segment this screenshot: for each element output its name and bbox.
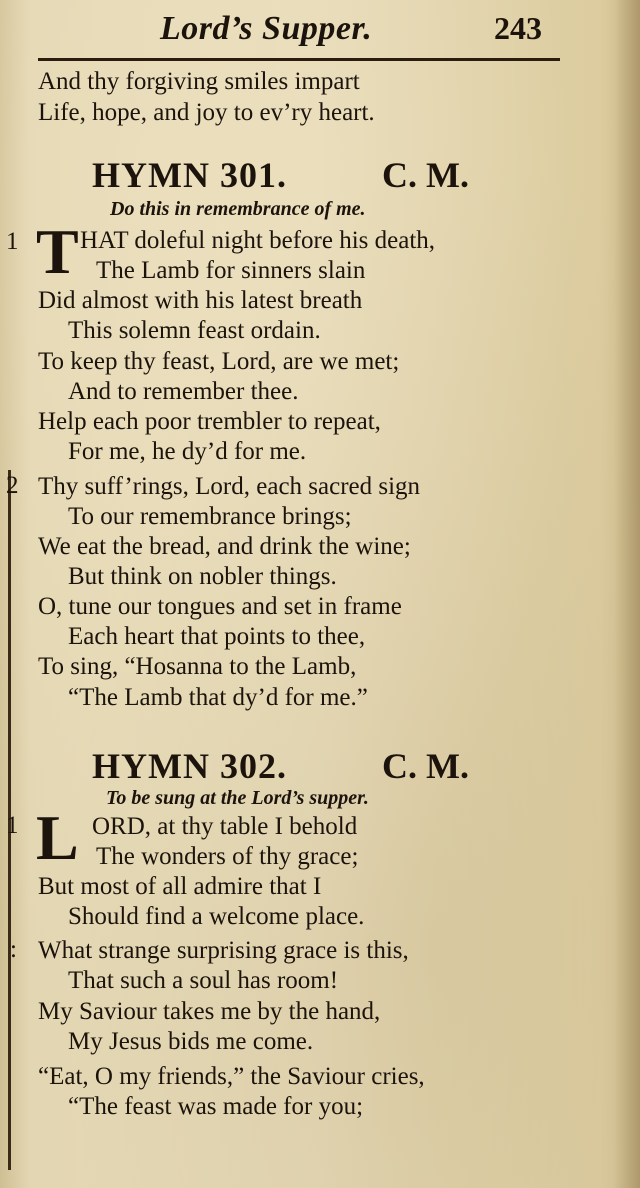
verse-line: HAT doleful night before his death,: [80, 227, 436, 254]
verse-line: My Saviour takes me by the hand,: [38, 998, 381, 1025]
verse-line: ORD, at thy table I behold: [92, 813, 358, 840]
drop-cap: T: [36, 216, 79, 287]
verse-line: “The Lamb that dy’d for me.”: [68, 684, 368, 711]
verse-line: Thy suff’rings, Lord, each sacred sign: [38, 473, 421, 500]
verse-line: What strange surprising grace is this,: [38, 937, 409, 964]
hymn-301-meter: C. M.: [382, 155, 469, 195]
hymn-302-subtitle: To be sung at the Lord’s supper.: [106, 787, 369, 809]
carryover-line: Life, hope, and joy to ev’ry heart.: [38, 99, 375, 126]
drop-cap: L: [36, 802, 79, 873]
hymn-302-title: HYMN 302.: [92, 746, 287, 786]
stanza-number: :: [10, 936, 17, 963]
verse-line: My Jesus bids me come.: [68, 1028, 314, 1055]
stanza-number: 2: [6, 472, 19, 499]
verse-line: Each heart that points to thee,: [68, 623, 366, 650]
verse-line: We eat the bread, and drink the wine;: [38, 533, 411, 560]
verse-line: To sing, “Hosanna to the Lamb,: [38, 653, 357, 680]
verse-line: The wonders of thy grace;: [96, 843, 359, 870]
verse-line: To our remembrance brings;: [68, 503, 352, 530]
verse-line: “Eat, O my friends,” the Saviour cries,: [38, 1063, 425, 1090]
verse-line: That such a soul has room!: [68, 967, 339, 994]
hymn-301-subtitle: Do this in remembrance of me.: [110, 198, 366, 220]
verse-line: Should find a welcome place.: [68, 903, 365, 930]
verse-line: Did almost with his latest breath: [38, 287, 363, 314]
carryover-line: And thy forgiving smiles impart: [38, 68, 360, 95]
hymn-302-meter: C. M.: [382, 746, 469, 786]
verse-line: For me, he dy’d for me.: [68, 438, 307, 465]
verse-line: “The feast was made for you;: [68, 1093, 364, 1120]
page-edge-shadow: [614, 0, 640, 1188]
verse-line: But think on nobler things.: [68, 563, 337, 590]
verse-line: This solemn feast ordain.: [68, 317, 321, 344]
verse-line: Help each poor trembler to repeat,: [38, 408, 381, 435]
page-number: 243: [494, 10, 542, 46]
verse-line: The Lamb for sinners slain: [96, 257, 366, 284]
running-title: Lord’s Supper.: [160, 10, 373, 47]
stanza-number: 1: [6, 812, 19, 839]
stanza-number: 1: [6, 228, 19, 255]
verse-line: But most of all admire that I: [38, 873, 322, 900]
header-rule: [38, 58, 560, 61]
verse-line: To keep thy feast, Lord, are we met;: [38, 348, 400, 375]
verse-line: And to remember thee.: [68, 378, 299, 405]
verse-line: O, tune our tongues and set in frame: [38, 593, 402, 620]
hymn-301-title: HYMN 301.: [92, 155, 287, 195]
